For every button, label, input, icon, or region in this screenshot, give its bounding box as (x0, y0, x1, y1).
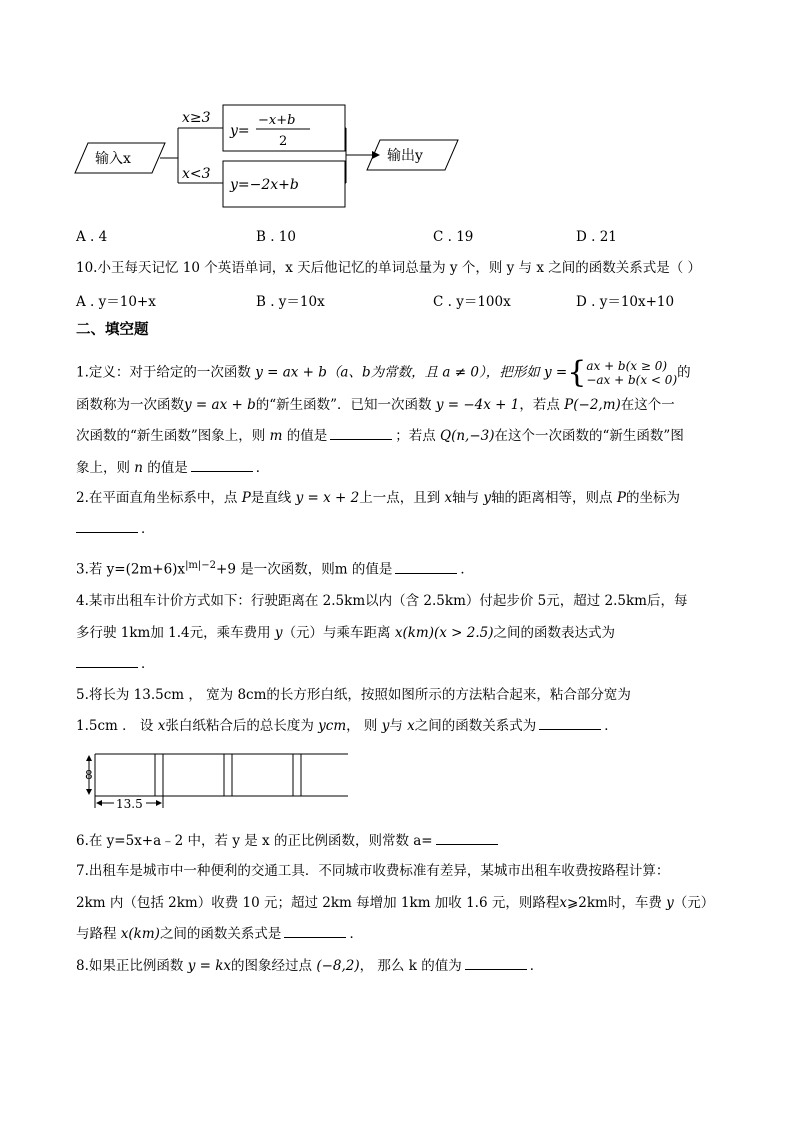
q8-line: 8.如果正比例函数 y = kx的图象经过点 (−8,2)， 那么 k 的值为 ． (76, 958, 544, 974)
formula-top-denominator: 2 (279, 134, 288, 149)
answer-blank[interactable] (465, 957, 527, 970)
q6-line: 6.在 y=5x+a﹣2 中，若 y 是 x 的正比例函数，则常数 a= (76, 832, 501, 850)
q4-line2: 多行驶 1km加 1.4元，乘车费用 y（元）与乘车距离 x(km)(x > 2.5)之间的函数表达式为 (76, 625, 615, 641)
answer-blank[interactable] (76, 655, 138, 668)
formula-top-numerator: −x+b (258, 113, 296, 128)
q9-option-a: A . 4 (76, 229, 108, 245)
answer-blank[interactable] (191, 459, 253, 472)
output-label: 输出y (387, 148, 423, 164)
q5-line2: 1.5cm ． 设 x张白纸粘合后的总长度为 ycm， 则 y与 x之间的函数关系式为 ． (76, 718, 618, 734)
q2-line2: ． (76, 520, 155, 538)
q10-option-a: A . y＝10+x (76, 294, 156, 310)
answer-blank[interactable] (539, 717, 601, 730)
fig-width-label: 13.5 (116, 797, 143, 810)
q7-line2: 2km 内（包括 2km）收费 10 元；超过 2km 每增加 1km 加收 1.6 元，则路程x⩾2km时，车费 y（元） (76, 895, 715, 911)
fig-height-label: 8 (85, 768, 93, 782)
formula-top-lhs: y= (230, 123, 250, 139)
q1-line4: 象上，则 n 的值是 ． (76, 460, 270, 476)
answer-blank[interactable] (330, 427, 392, 440)
answer-blank[interactable] (284, 925, 346, 938)
q10-option-c: C . y＝100x (433, 294, 511, 310)
q4-line1: 4.某市出租车计价方式如下：行驶距离在 2.5km以内（含 2.5km）付起步价 5元，超过 2.5km后，每 (76, 593, 688, 609)
q9-option-c: C . 19 (433, 229, 474, 245)
answer-blank[interactable] (436, 832, 498, 845)
q4-line3: ． (76, 655, 155, 673)
q9-option-b: B . 10 (256, 229, 296, 245)
paper-strip-figure (80, 748, 355, 810)
q1-line3: 次函数的“新生函数”图象上，则 m 的值是 ；若点 Q(n,−3)在这个一次函数的“新生函数”图 (76, 428, 684, 444)
q10-option-d: D . y＝10x+10 (576, 294, 675, 310)
condition-top: x≥3 (182, 110, 211, 126)
q10-option-b: B . y＝10x (256, 294, 325, 310)
q1-line2: 函数称为一次函数y = ax + b的“新生函数”．已知一次函数 y = −4x + 1，若点 P(−2,m)在这个一 (76, 397, 675, 413)
q9-option-d: D . 21 (576, 229, 617, 245)
q7-line3: 与路程 x(km)之间的函数关系式是 ． (76, 926, 363, 942)
q10-stem: 10.小王每天记忆 10 个英语单词，x 天后他记忆的单词总量为 y 个，则 y 与 x 之间的函数关系式是（ ） (76, 260, 702, 276)
q2-line1: 2.在平面直角坐标系中，点 P是直线 y = x + 2上一点，且到 x轴与 y轴的距离相等，则点 P的坐标为 (76, 490, 680, 506)
q1-line1: 1.定义：对于给定的一次函数 y = ax + b（a、b为常数，且 a ≠ 0），把形如 y ={ax + b(x ≥ 0) −ax + b(x < 0)的 (76, 355, 691, 390)
flowchart-diagram (70, 98, 460, 213)
q7-line1: 7.出租车是城市中一种便利的交通工具．不同城市收费标准有差异，某城市出租车收费按路程计算： (76, 863, 670, 879)
condition-bottom: x<3 (182, 166, 211, 182)
answer-blank[interactable] (76, 520, 138, 533)
formula-bottom: y=−2x+b (230, 177, 299, 193)
input-label: 输入x (95, 151, 131, 167)
q5-line1: 5.将长为 13.5cm ， 宽为 8cm的长方形白纸，按照如图所示的方法粘合起来，粘合部分宽为 (76, 687, 631, 703)
section-title: 二、填空题 (76, 321, 149, 338)
q3-line: 3.若 $y=(2m+6)x^{|m|-2}+9$ 是一次函数，则m 的值是 ． (76, 560, 474, 578)
answer-blank[interactable] (395, 561, 457, 574)
